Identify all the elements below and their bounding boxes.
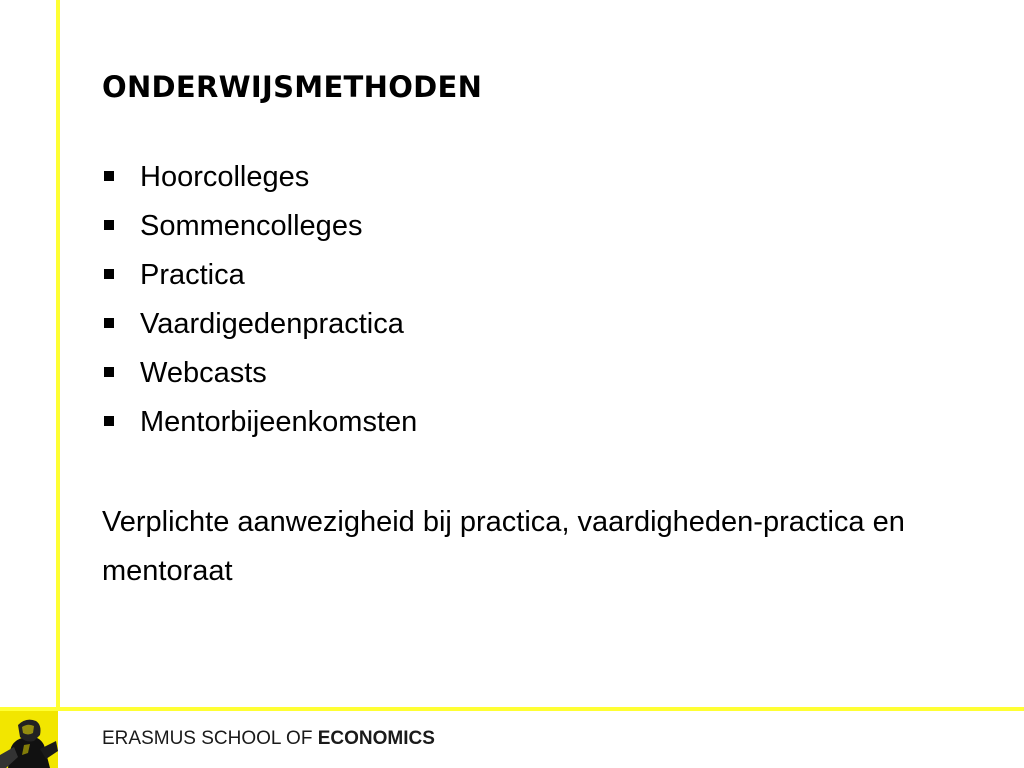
bullet-item: [102, 203, 417, 252]
bullet-item: [102, 350, 417, 399]
wordmark-bold: ECONOMICS: [317, 728, 435, 749]
erasmus-portrait-logo-icon: [0, 711, 58, 768]
square-bullet-icon: [104, 416, 114, 426]
bullet-item: [102, 301, 417, 350]
bullet-text: Webcasts: [140, 357, 267, 389]
bullet-item: [102, 154, 417, 203]
bullet-text: Sommencolleges: [140, 210, 363, 242]
square-bullet-icon: [104, 367, 114, 377]
school-name-wordmark: [102, 727, 435, 751]
bullet-item: [102, 252, 417, 301]
bullet-text: Mentorbijeenkomsten: [140, 406, 418, 438]
bullet-list: [102, 154, 417, 448]
square-bullet-icon: [104, 269, 114, 279]
wordmark-prefix: ERASMUS SCHOOL OF: [102, 728, 318, 749]
square-bullet-icon: [104, 171, 114, 181]
vertical-accent-line: [56, 0, 60, 710]
bullet-text: Hoorcolleges: [140, 161, 310, 193]
bullet-text: Vaardigedenpractica: [140, 308, 404, 340]
slide-title: ONDERWIJSMETHODEN: [102, 70, 483, 104]
square-bullet-icon: [104, 318, 114, 328]
square-bullet-icon: [104, 220, 114, 230]
bullet-item: [102, 399, 417, 448]
bullet-text: Practica: [140, 259, 245, 291]
attendance-note: Verplichte aanwezigheid bij practica, vaardigheden-practica en mentoraat: [102, 506, 905, 587]
horizontal-accent-line: [0, 707, 1024, 711]
